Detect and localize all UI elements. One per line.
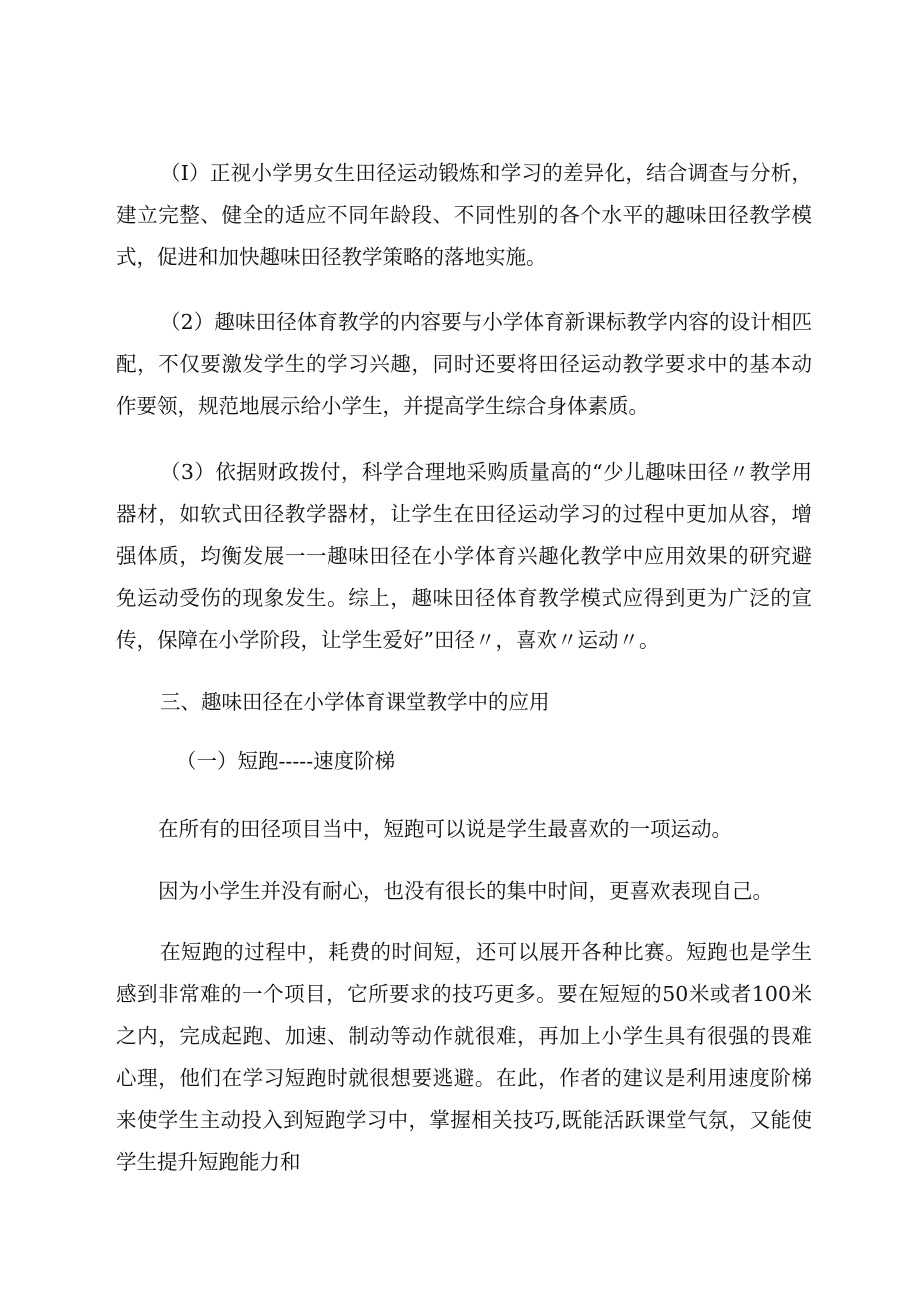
paragraph-3: （3）依据财政拨付，科学合理地采购质量高的“少儿趣味田径〃教学用器材，如软式田径教学器材，让学生在田径运动学习的过程中更加从容，增强体质，均衡发展一一趣味田径在小学体育兴趣化教学中应用效果的研究避免运动受伤的现象发生。综上，趣味田径体育教学模式应得到更为广泛的宣传，保障在小学阶段，让学生爱好”田径〃，喜欢〃运动〃。 [116, 460, 812, 652]
paragraph-2: （2）趣味田径体育教学的内容要与小学体育新课标教学内容的设计相匹配，不仅要激发学生的学习兴趣，同时还要将田径运动教学要求中的基本动作要领，规范地展示给小学生，并提高学生综合身体素质。 [116, 310, 812, 418]
subsection-heading: （一）短跑-----速度阶梯 [176, 749, 396, 773]
paragraph-final: 在短跑的过程中，耗费的时间短，还可以展开各种比赛。短跑也是学生感到非常难的一个项目，它所要求的技巧更多。要在短短的50米或者100米之内，完成起跑、加速、制动等动作就很难，再加上小学生具有很强的畏难心理，他们在学习短跑时就很想要逃避。在此，作者的建议是利用速度阶梯来使学生主动投入到短跑学习中，掌握相关技巧,既能活跃课堂气氛，又能使学生提升短跑能力和 [116, 940, 812, 1174]
sentence-2: 因为小学生并没有耐心，也没有很长的集中时间，更喜欢表现自己。 [158, 879, 773, 903]
paragraph-1: （I）正视小学男女生田径运动锻炼和学习的差异化，结合调查与分析，建立完整、健全的适应不同年龄段、不同性别的各个水平的趣味田径教学模式，促进和加快趣味田径教学策略的落地实施。 [116, 161, 812, 269]
section-heading: 三、趣味田径在小学体育课堂教学中的应用 [160, 690, 550, 714]
sentence-1: 在所有的田径项目当中，短跑可以说是学生最喜欢的一项运动。 [158, 817, 732, 841]
